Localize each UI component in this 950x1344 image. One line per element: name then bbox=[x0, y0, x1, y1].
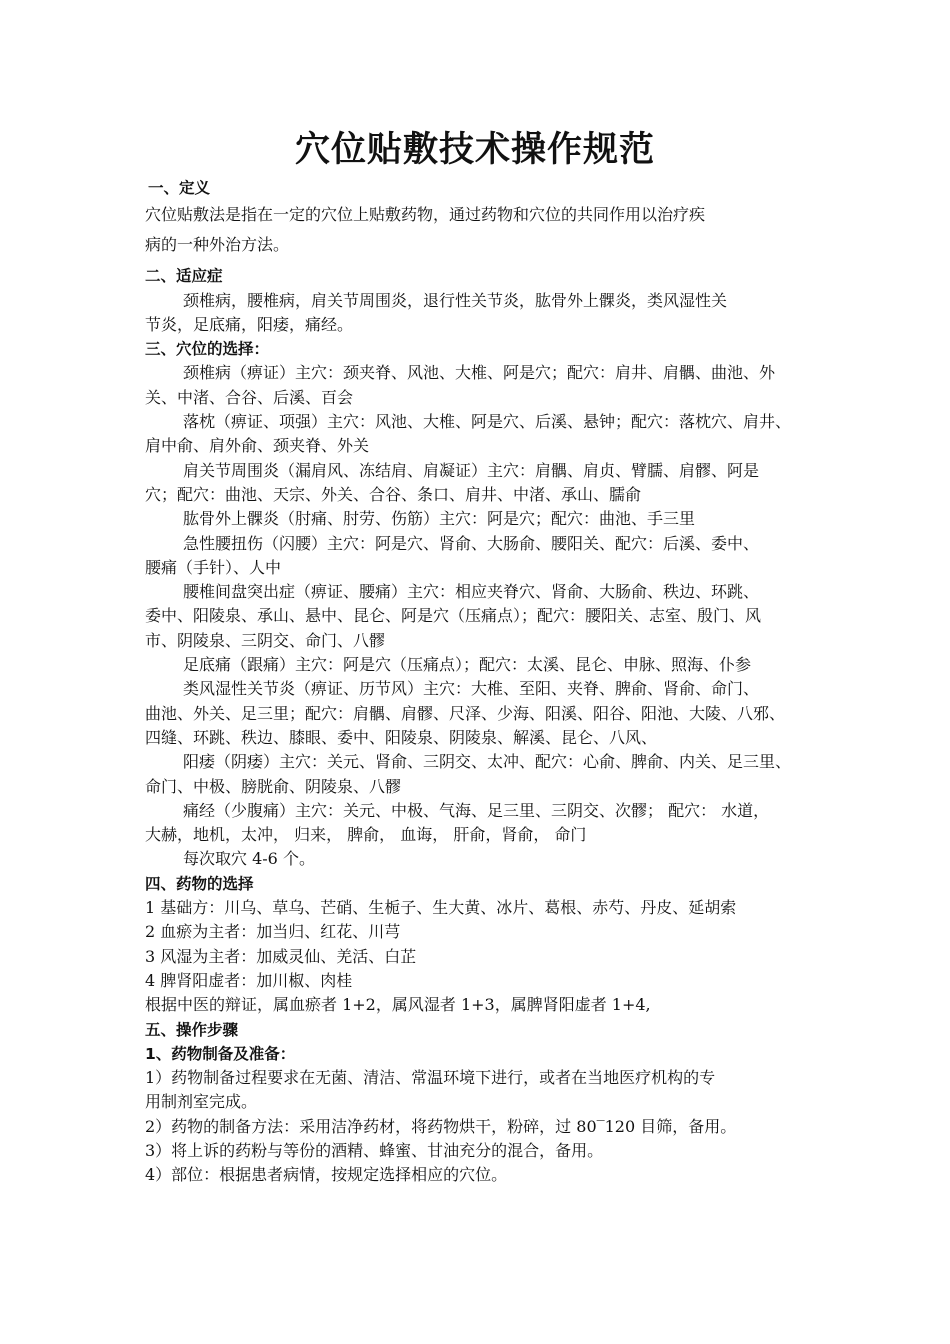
paragraph-line: 病的一种外治方法。 bbox=[145, 235, 290, 255]
medicine-line: 4 脾肾阳虚者：加川椒、肉桂 bbox=[145, 970, 353, 990]
acupoint-line: 四缝、环跳、秩边、膝眼、委中、阳陵泉、阴陵泉、解溪、昆仑、八风、 bbox=[145, 727, 658, 747]
acupoint-line: 类风湿性关节炎（痹证、历节风）主穴：大椎、至阳、夹脊、脾俞、肾俞、命门、 bbox=[183, 679, 760, 699]
acupoint-line: 急性腰扭伤（闪腰）主穴：阿是穴、肾俞、大肠俞、腰阳关、配穴：后溪、委中、 bbox=[183, 533, 760, 553]
subsection-heading-preparation: 1、药物制备及准备： bbox=[145, 1044, 296, 1063]
acupoint-line: 落枕（痹证、项强）主穴：风池、大椎、阿是穴、后溪、悬钟；配穴：落枕穴、肩井、 bbox=[183, 412, 792, 432]
paragraph-line: 穴位贴敷法是指在一定的穴位上贴敷药物，通过药物和穴位的共同作用以治疗疾 bbox=[145, 205, 706, 225]
paragraph-line: 节炎，足底痛，阳痿，痛经。 bbox=[145, 314, 354, 334]
medicine-line: 2 血瘀为主者：加当归、红花、川芎 bbox=[145, 922, 401, 942]
acupoint-line: 市、阴陵泉、三阴交、命门、八髎 bbox=[145, 630, 386, 650]
acupoint-line: 肱骨外上髁炎（肘痛、肘劳、伤筋）主穴：阿是穴；配穴：曲池、手三里 bbox=[183, 509, 696, 529]
acupoint-line: 阳痿（阴痿）主穴：关元、肾俞、三阴交、太冲、配穴：心俞、脾俞、内关、足三里、 bbox=[183, 752, 792, 772]
procedure-line: 3）将上诉的药粉与等份的酒精、蜂蜜、甘油充分的混合，备用。 bbox=[145, 1140, 604, 1160]
medicine-line: 3 风湿为主者：加威灵仙、羌活、白芷 bbox=[145, 946, 417, 966]
document-body bbox=[145, 176, 815, 1188]
acupoint-line: 关、中渚、合谷、后溪、百会 bbox=[145, 387, 354, 407]
procedure-line: 4）部位：根据患者病情，按规定选择相应的穴位。 bbox=[145, 1165, 508, 1185]
procedure-line: 用制剂室完成。 bbox=[145, 1092, 258, 1112]
acupoint-line: 命门、中极、膀胱俞、阴陵泉、八髎 bbox=[145, 776, 402, 796]
section-heading-medicines: 四、药物的选择 bbox=[145, 874, 254, 893]
section-heading-indications: 二、适应症 bbox=[145, 267, 223, 286]
acupoint-line: 足底痛（跟痛）主穴：阿是穴（压痛点）；配穴：太溪、昆仑、申脉、照海、仆参 bbox=[183, 655, 752, 675]
medicine-line: 1 基础方：川乌、草乌、芒硝、生栀子、生大黄、冰片、葛根、赤芍、丹皮、延胡索 bbox=[145, 898, 737, 918]
section-heading-procedure: 五、操作步骤 bbox=[145, 1020, 239, 1039]
medicine-line: 根据中医的辩证，属血瘀者 1+2，属风湿者 1+3，属脾肾阳虚者 1+4, bbox=[145, 995, 651, 1015]
acupoint-line: 颈椎病（痹证）主穴：颈夹脊、风池、大椎、阿是穴；配穴：肩井、肩髃、曲池、外 bbox=[183, 363, 776, 383]
paragraph-line: 颈椎病，腰椎病，肩关节周围炎，退行性关节炎，肱骨外上髁炎，类风湿性关 bbox=[183, 290, 728, 310]
section-heading-definition: 一、定义 bbox=[148, 179, 211, 197]
acupoint-line: 肩中俞、肩外俞、颈夹脊、外关 bbox=[145, 436, 370, 456]
acupoint-line: 腰痛（手针）、人中 bbox=[145, 557, 282, 577]
acupoint-line: 痛经（少腹痛）主穴：关元、中极、气海、足三里、三阴交、次髎； 配穴： 水道， bbox=[183, 800, 770, 820]
procedure-line: 2）药物的制备方法：采用洁净药材，将药物烘干，粉碎，过 80‾120 目筛，备用。 bbox=[145, 1116, 737, 1136]
document-title: 穴位贴敷技术操作规范 bbox=[294, 130, 655, 170]
acupoint-line: 曲池、外关、足三里；配穴：肩髃、肩髎、尺泽、少海、阳溪、阳谷、阳池、大陵、八邪、 bbox=[145, 703, 786, 723]
section-heading-acupoints: 三、穴位的选择： bbox=[145, 340, 270, 359]
acupoint-line: 委中、阳陵泉、承山、悬中、昆仑、阿是穴（压痛点）；配穴：腰阳关、志室、殷门、风 bbox=[145, 606, 762, 626]
procedure-line: 1）药物制备过程要求在无菌、清洁、常温环境下进行，或者在当地医疗机构的专 bbox=[145, 1068, 716, 1088]
acupoint-line: 每次取穴 4-6 个。 bbox=[183, 849, 315, 869]
acupoint-line: 肩关节周围炎（漏肩风、冻结肩、肩凝证）主穴：肩髃、肩贞、臂臑、肩髎、阿是 bbox=[183, 460, 760, 480]
acupoint-line: 腰椎间盘突出症（痹证、腰痛）主穴：相应夹脊穴、肾俞、大肠俞、秩边、环跳、 bbox=[183, 582, 760, 602]
acupoint-line: 穴；配穴：曲池、天宗、外关、合谷、条口、肩井、中渚、承山、臑俞 bbox=[145, 484, 642, 504]
acupoint-line: 大赫，地机，太冲， 归来， 脾俞， 血诲， 肝俞，肾俞， 命门 bbox=[145, 825, 587, 845]
